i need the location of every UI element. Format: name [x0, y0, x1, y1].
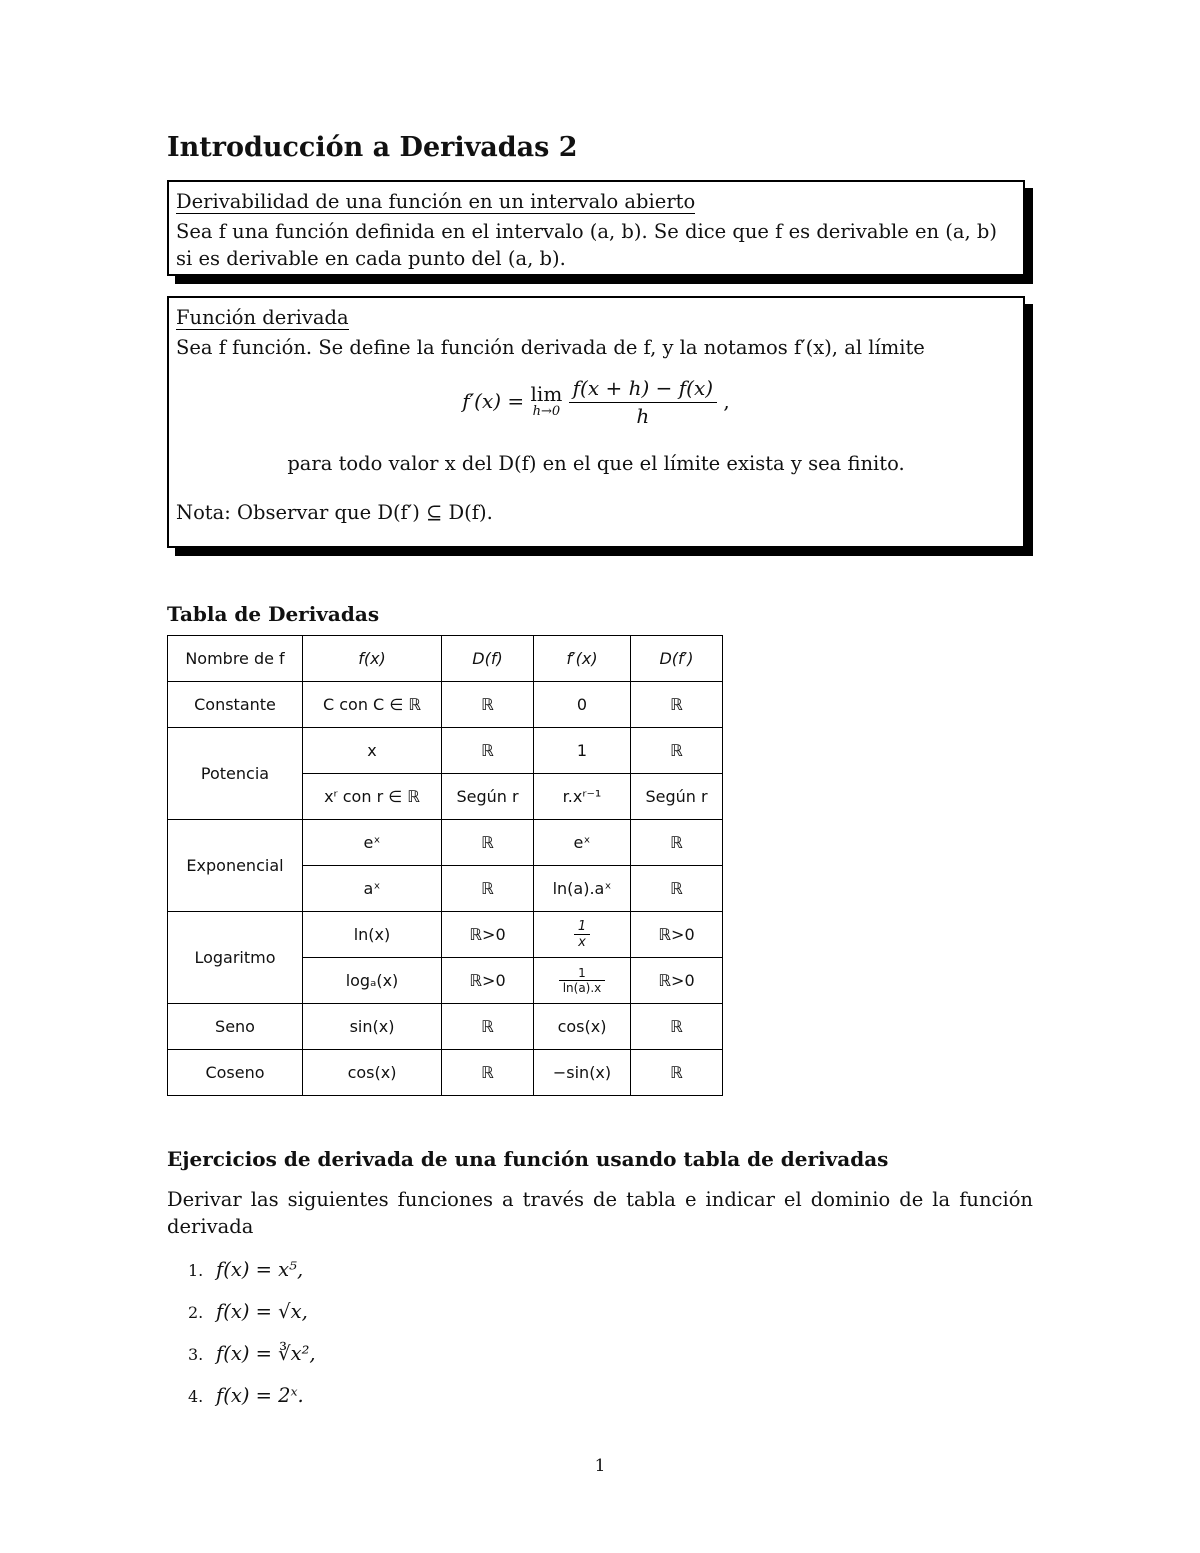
nota: Nota: Observar que D(f′) ⊆ D(f).	[176, 501, 493, 524]
table-header: Nombre de f	[168, 636, 303, 682]
table-row	[168, 820, 723, 866]
table-row	[168, 1004, 723, 1050]
table-header-row	[168, 636, 723, 682]
fraction-numerator: 1	[574, 919, 590, 935]
exercise-number: 3.	[188, 1345, 204, 1364]
formula-lim-sub: h→0	[532, 403, 561, 419]
table-cell: sin(x)	[303, 1004, 442, 1050]
definition-intro: Sea f función. Se define la función derivada de f, y la notamos f′(x), al límite	[176, 336, 925, 359]
table-cell: eˣ	[534, 820, 631, 866]
table-header: D(f′)	[631, 636, 723, 682]
table-row	[168, 728, 723, 774]
table-cell: ℝ	[442, 820, 534, 866]
table-cell: C con C ∈ ℝ	[303, 682, 442, 728]
table-cell-name: Logaritmo	[168, 912, 303, 1004]
table-header: f(x)	[303, 636, 442, 682]
fraction	[574, 919, 590, 950]
fraction-denominator: ln(a).x	[562, 981, 602, 995]
table-cell: −sin(x)	[534, 1050, 631, 1096]
table-cell: ℝ	[442, 1004, 534, 1050]
table-header: D(f)	[442, 636, 534, 682]
page-number: 1	[594, 1456, 606, 1476]
table-cell-name: Exponencial	[168, 820, 303, 912]
table-cell: ℝ>0	[442, 958, 534, 1004]
table-cell: ℝ	[442, 866, 534, 912]
ejercicios-intro: Derivar las siguientes funciones a través de tabla e indicar el dominio de la función derivada	[167, 1188, 1033, 1238]
fraction-numerator: 1	[559, 966, 606, 981]
table-cell: ℝ>0	[631, 958, 723, 1004]
formula-tail: ,	[723, 389, 730, 413]
list-item	[188, 1297, 316, 1339]
list-item	[188, 1339, 316, 1381]
page-title: Introducción a Derivadas 2	[167, 132, 578, 163]
definition-line-2: si es derivable en cada punto del (a, b).	[176, 247, 566, 270]
table-cell: cos(x)	[534, 1004, 631, 1050]
box-title-derivabilidad: Derivabilidad de una función en un intervalo abierto	[176, 190, 696, 213]
table-cell: eˣ	[303, 820, 442, 866]
exercise-expression: f(x) = √x,	[216, 1300, 308, 1323]
table-cell: ln(a).aˣ	[534, 866, 631, 912]
derivative-formula	[176, 375, 1016, 430]
section-title-tabla: Tabla de Derivadas	[167, 602, 380, 626]
formula-numerator: f(x + h) − f(x)	[569, 375, 717, 403]
table-cell: ℝ	[442, 1050, 534, 1096]
table-cell-name: Potencia	[168, 728, 303, 820]
definition-box-funcion-derivada	[167, 296, 1025, 548]
exercise-expression: f(x) = ∛x²,	[216, 1342, 316, 1365]
table-cell: ℝ>0	[442, 912, 534, 958]
table-cell: ℝ	[631, 1050, 723, 1096]
table-cell: ℝ	[442, 682, 534, 728]
formula-lhs: f′(x) =	[462, 389, 531, 413]
table-cell: logₐ(x)	[303, 958, 442, 1004]
formula-lim-label: lim	[530, 381, 563, 406]
table-cell: Según r	[442, 774, 534, 820]
table-cell: xʳ con r ∈ ℝ	[303, 774, 442, 820]
fraction	[559, 966, 606, 995]
table-row	[168, 682, 723, 728]
table-cell	[534, 912, 631, 958]
exercise-list	[188, 1255, 316, 1423]
table-row	[168, 1050, 723, 1096]
table-row	[168, 912, 723, 958]
formula-denominator: h	[636, 404, 650, 428]
exercise-number: 4.	[188, 1387, 204, 1406]
table-cell-name: Coseno	[168, 1050, 303, 1096]
list-item	[188, 1255, 316, 1297]
section-title-ejercicios: Ejercicios de derivada de una función usando tabla de derivadas	[167, 1147, 889, 1171]
table-cell	[534, 958, 631, 1004]
fraction-denominator: x	[578, 935, 586, 950]
table-cell: ℝ	[631, 728, 723, 774]
table-cell-name: Constante	[168, 682, 303, 728]
table-cell: cos(x)	[303, 1050, 442, 1096]
table-cell: aˣ	[303, 866, 442, 912]
table-cell: Según r	[631, 774, 723, 820]
table-cell: 1	[534, 728, 631, 774]
table-cell: ℝ	[631, 866, 723, 912]
table-cell: 0	[534, 682, 631, 728]
table-cell: ℝ	[442, 728, 534, 774]
formula-fraction	[569, 375, 717, 430]
exercise-expression: f(x) = x⁵,	[216, 1258, 304, 1281]
formula-condition: para todo valor x del D(f) en el que el límite exista y sea finito.	[287, 452, 905, 475]
table-cell: ℝ>0	[631, 912, 723, 958]
table-cell: ℝ	[631, 682, 723, 728]
derivative-table	[167, 635, 723, 1096]
box-title-funcion-derivada: Función derivada	[176, 306, 349, 329]
list-item	[188, 1381, 316, 1423]
exercise-expression: f(x) = 2ˣ.	[216, 1384, 304, 1407]
definition-line-1: Sea f una función definida en el intervalo (a, b). Se dice que f es derivable en (a, b)	[176, 220, 998, 243]
exercise-number: 1.	[188, 1261, 204, 1280]
table-cell: ln(x)	[303, 912, 442, 958]
formula-limit	[530, 381, 563, 421]
table-cell: r.xʳ⁻¹	[534, 774, 631, 820]
exercise-number: 2.	[188, 1303, 204, 1322]
table-cell: x	[303, 728, 442, 774]
table-cell: ℝ	[631, 1004, 723, 1050]
table-header: f′(x)	[534, 636, 631, 682]
table-cell-name: Seno	[168, 1004, 303, 1050]
definition-box-derivabilidad	[167, 180, 1025, 276]
table-cell: ℝ	[631, 820, 723, 866]
